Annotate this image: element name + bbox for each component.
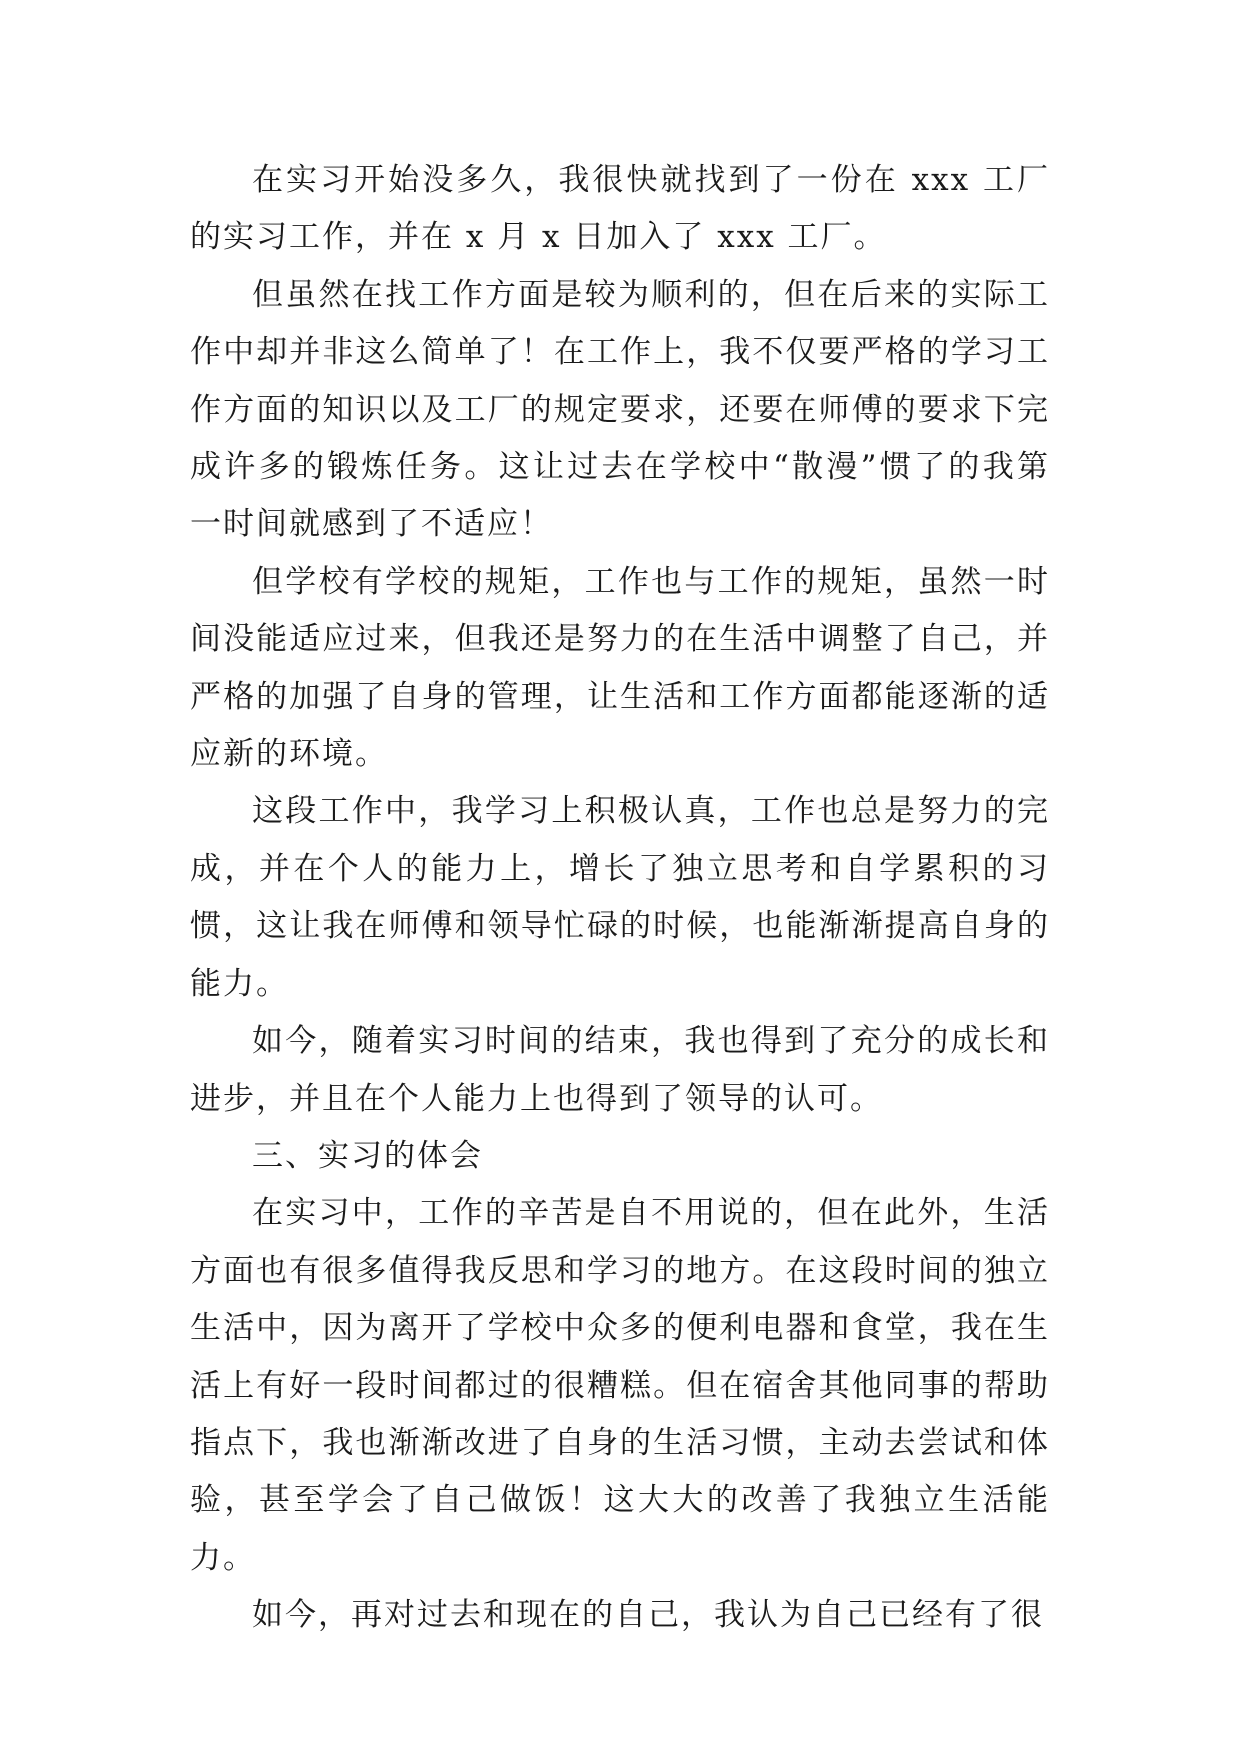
paragraph-growth: 如今，随着实习时间的结束，我也得到了充分的成长和进步，并且在个人能力上也得到了领导的认可。 — [190, 1023, 1050, 1117]
paragraph-internship-start: 在实习开始没多久，我很快就找到了一份在 xxx 工厂的实习工作，并在 x 月 x 日加入了 xxx 工厂。 — [190, 162, 1050, 256]
paragraph-work-attitude: 这段工作中，我学习上积极认真，工作也总是努力的完成，并在个人的能力上，增长了独立思考和自学累积的习惯，这让我在师傅和领导忙碌的时候，也能渐渐提高自身的能力。 — [190, 793, 1050, 1002]
section-heading: 三、实习的体会 — [252, 1137, 483, 1174]
document-body — [190, 152, 1050, 1645]
paragraph-adjustment: 但学校有学校的规矩，工作也与工作的规矩，虽然一时间没能适应过来，但我还是努力的在生活中调整了自己，并严格的加强了自身的管理，让生活和工作方面都能逐渐的适应新的环境。 — [190, 563, 1050, 773]
paragraph-reflection: 如今，再对过去和现在的自己，我认为自己已经有了很 — [252, 1597, 1044, 1634]
paragraph-work-challenges: 但虽然在找工作方面是较为顺利的，但在后来的实际工作中却并非这么简单了！在工作上，我不仅要严格的学习工作方面的知识以及工厂的规定要求，还要在师傅的要求下完成许多的锻炼任务。这让过去在学校中“散漫”惯了的我第一时间就感到了不适应！ — [190, 276, 1050, 543]
paragraph-life-experience: 在实习中，工作的辛苦是自不用说的，但在此外，生活方面也有很多值得我反思和学习的地方。在这段时间的独立生活中，因为离开了学校中众多的便利电器和食堂，我在生活上有好一段时间都过的很糟糕。但在宿舍其他同事的帮助指点下，我也渐渐改进了自身的生活习惯，主动去尝试和体验，甚至学会了自己做饭！这大大的改善了我独立生活能力。 — [190, 1195, 1050, 1576]
